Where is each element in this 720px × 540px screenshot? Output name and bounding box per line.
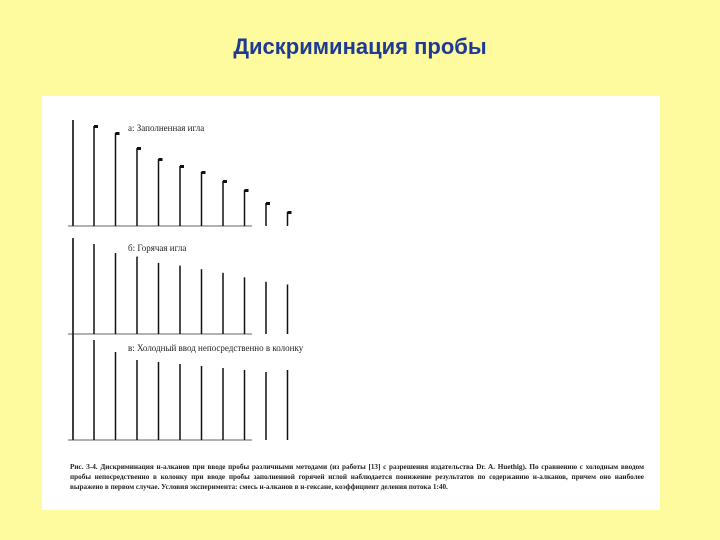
slide-title: Дискриминация пробы	[233, 34, 487, 59]
peak-marker-0-1	[116, 132, 120, 135]
peak-marker-0-2	[137, 147, 141, 150]
panel-a-label: а: Заполненная игла	[128, 123, 205, 133]
figure-caption: Рис. 3-4. Дискриминация н-алканов при вводе пробы различными методами (из работы [13] с разрешения издательства Dr. A. Huethig). По сравнению с холодным вводом пробы непосредственно в колонку при вводе пробы заполненной горячей иглой наблюдается понижение результатов по содержанию н-алканов, причем оно наиболее выражено в первом случае. Условия эксперимента: смесь н-алканов в н-гексане, коэффициент деления потока 1:40.	[70, 463, 644, 491]
panel-c-label: в: Холодный ввод непосредственно в колонку	[128, 343, 304, 353]
panel-b-label: б: Горячая игла	[128, 243, 187, 253]
peak-marker-0-7	[245, 189, 249, 192]
peak-marker-0-5	[202, 171, 206, 174]
peak-marker-0-8	[266, 202, 270, 205]
chromatogram-figure	[42, 96, 660, 510]
peak-marker-0-9	[288, 211, 292, 214]
peak-marker-0-6	[223, 180, 227, 183]
peak-marker-0-3	[159, 158, 163, 161]
figure-panel	[42, 96, 660, 510]
peak-marker-0-4	[180, 165, 184, 168]
peak-marker-0-0	[94, 125, 98, 128]
